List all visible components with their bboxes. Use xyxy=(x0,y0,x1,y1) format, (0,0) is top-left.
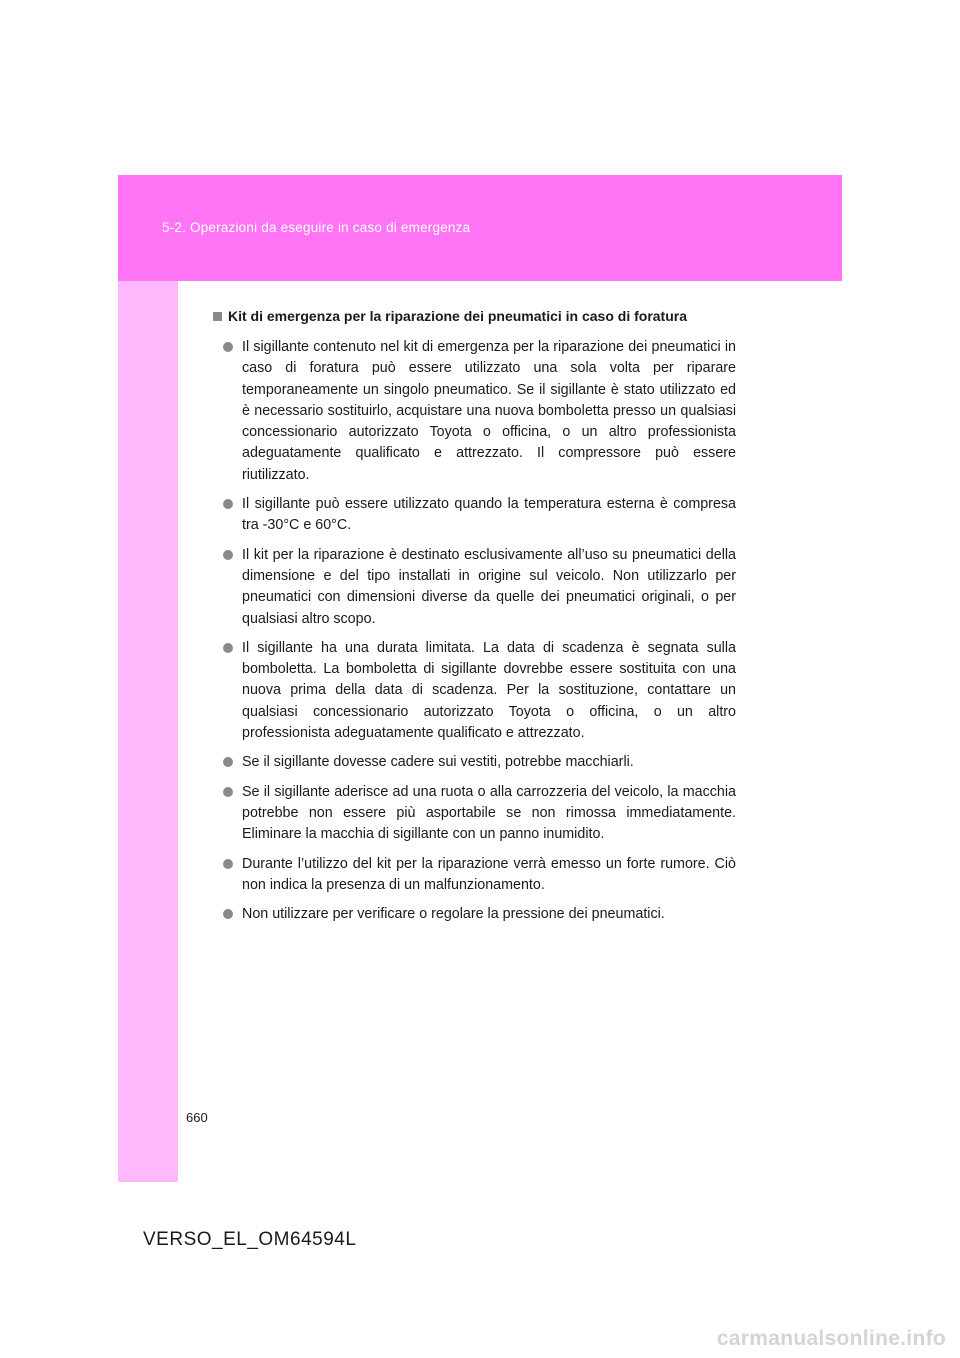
circle-bullet-icon xyxy=(223,342,233,352)
list-item-text: Se il sigillante aderisce ad una ruota o alla carrozzeria del veicolo, la macchia potrebbe non essere più asportabile se non rimossa immediatamente. Eliminare la macchia di sigillante con un panno inumidito. xyxy=(242,783,736,843)
list-item xyxy=(223,854,736,897)
section-heading xyxy=(213,306,736,327)
list-item xyxy=(223,337,736,486)
list-item-text: Il sigillante contenuto nel kit di emergenza per la riparazione dei pneumatici in caso di foratura può essere utilizzato una sola volta per riparare temporaneamente un singolo pneumatico. Se il sigillante è stato utilizzato ed è necessario sostituirlo, acquistare una nuova bomboletta presso un qualsiasi concessionario autorizzato Toyota o officina, o un altro professionista adeguatamente qualificato e attrezzato. Il compressore può essere riutilizzato. xyxy=(242,339,736,483)
list-item xyxy=(223,545,736,630)
list-item xyxy=(223,904,736,925)
watermark: carmanualsonline.info xyxy=(716,1327,946,1350)
page-content xyxy=(213,306,736,933)
list-item xyxy=(223,782,736,846)
list-item xyxy=(223,638,736,744)
list-item-text: Il sigillante ha una durata limitata. La data di scadenza è segnata sulla bomboletta. La bomboletta di sigillante dovrebbe essere sostituita con una nuova prima della data di scadenza. Per la sostituzione, contattare un qualsiasi concessionario autorizzato Toyota o officina, o un altro professionista adeguatamente qualificato e attrezzato. xyxy=(242,639,736,742)
square-bullet-icon xyxy=(213,312,222,321)
list-item xyxy=(223,752,736,773)
list-item xyxy=(223,494,736,537)
circle-bullet-icon xyxy=(223,499,233,509)
bullet-list xyxy=(213,337,736,925)
circle-bullet-icon xyxy=(223,643,233,653)
list-item-text: Se il sigillante dovesse cadere sui vestiti, potrebbe macchiarli. xyxy=(242,754,634,771)
page-number: 660 xyxy=(186,1110,208,1125)
section-heading-text: Kit di emergenza per la riparazione dei pneumatici in caso di foratura xyxy=(228,308,688,324)
circle-bullet-icon xyxy=(223,550,233,560)
list-item-text: Durante l’utilizzo del kit per la riparazione verrà emesso un forte rumore. Ciò non indica la presenza di un malfunzionamento. xyxy=(242,855,736,893)
circle-bullet-icon xyxy=(223,859,233,869)
list-item-text: Non utilizzare per verificare o regolare la pressione dei pneumatici. xyxy=(242,906,665,923)
list-item-text: Il kit per la riparazione è destinato esclusivamente all’uso su pneumatici della dimensione e del tipo installati in origine sul veicolo. Non utilizzarlo per pneumatici con dimensioni diverse da quelle dei pneumatici originali, o per qualsiasi altro scopo. xyxy=(242,546,736,627)
side-strip xyxy=(118,281,178,1182)
document-code: VERSO_EL_OM64594L xyxy=(143,1229,357,1250)
circle-bullet-icon xyxy=(223,757,233,767)
section-title: 5-2. Operazioni da eseguire in caso di emergenza xyxy=(162,220,471,235)
list-item-text: Il sigillante può essere utilizzato quando la temperatura esterna è compresa tra -30°C e 60°C. xyxy=(242,496,736,534)
circle-bullet-icon xyxy=(223,787,233,797)
circle-bullet-icon xyxy=(223,909,233,919)
section-header-band xyxy=(118,175,842,281)
